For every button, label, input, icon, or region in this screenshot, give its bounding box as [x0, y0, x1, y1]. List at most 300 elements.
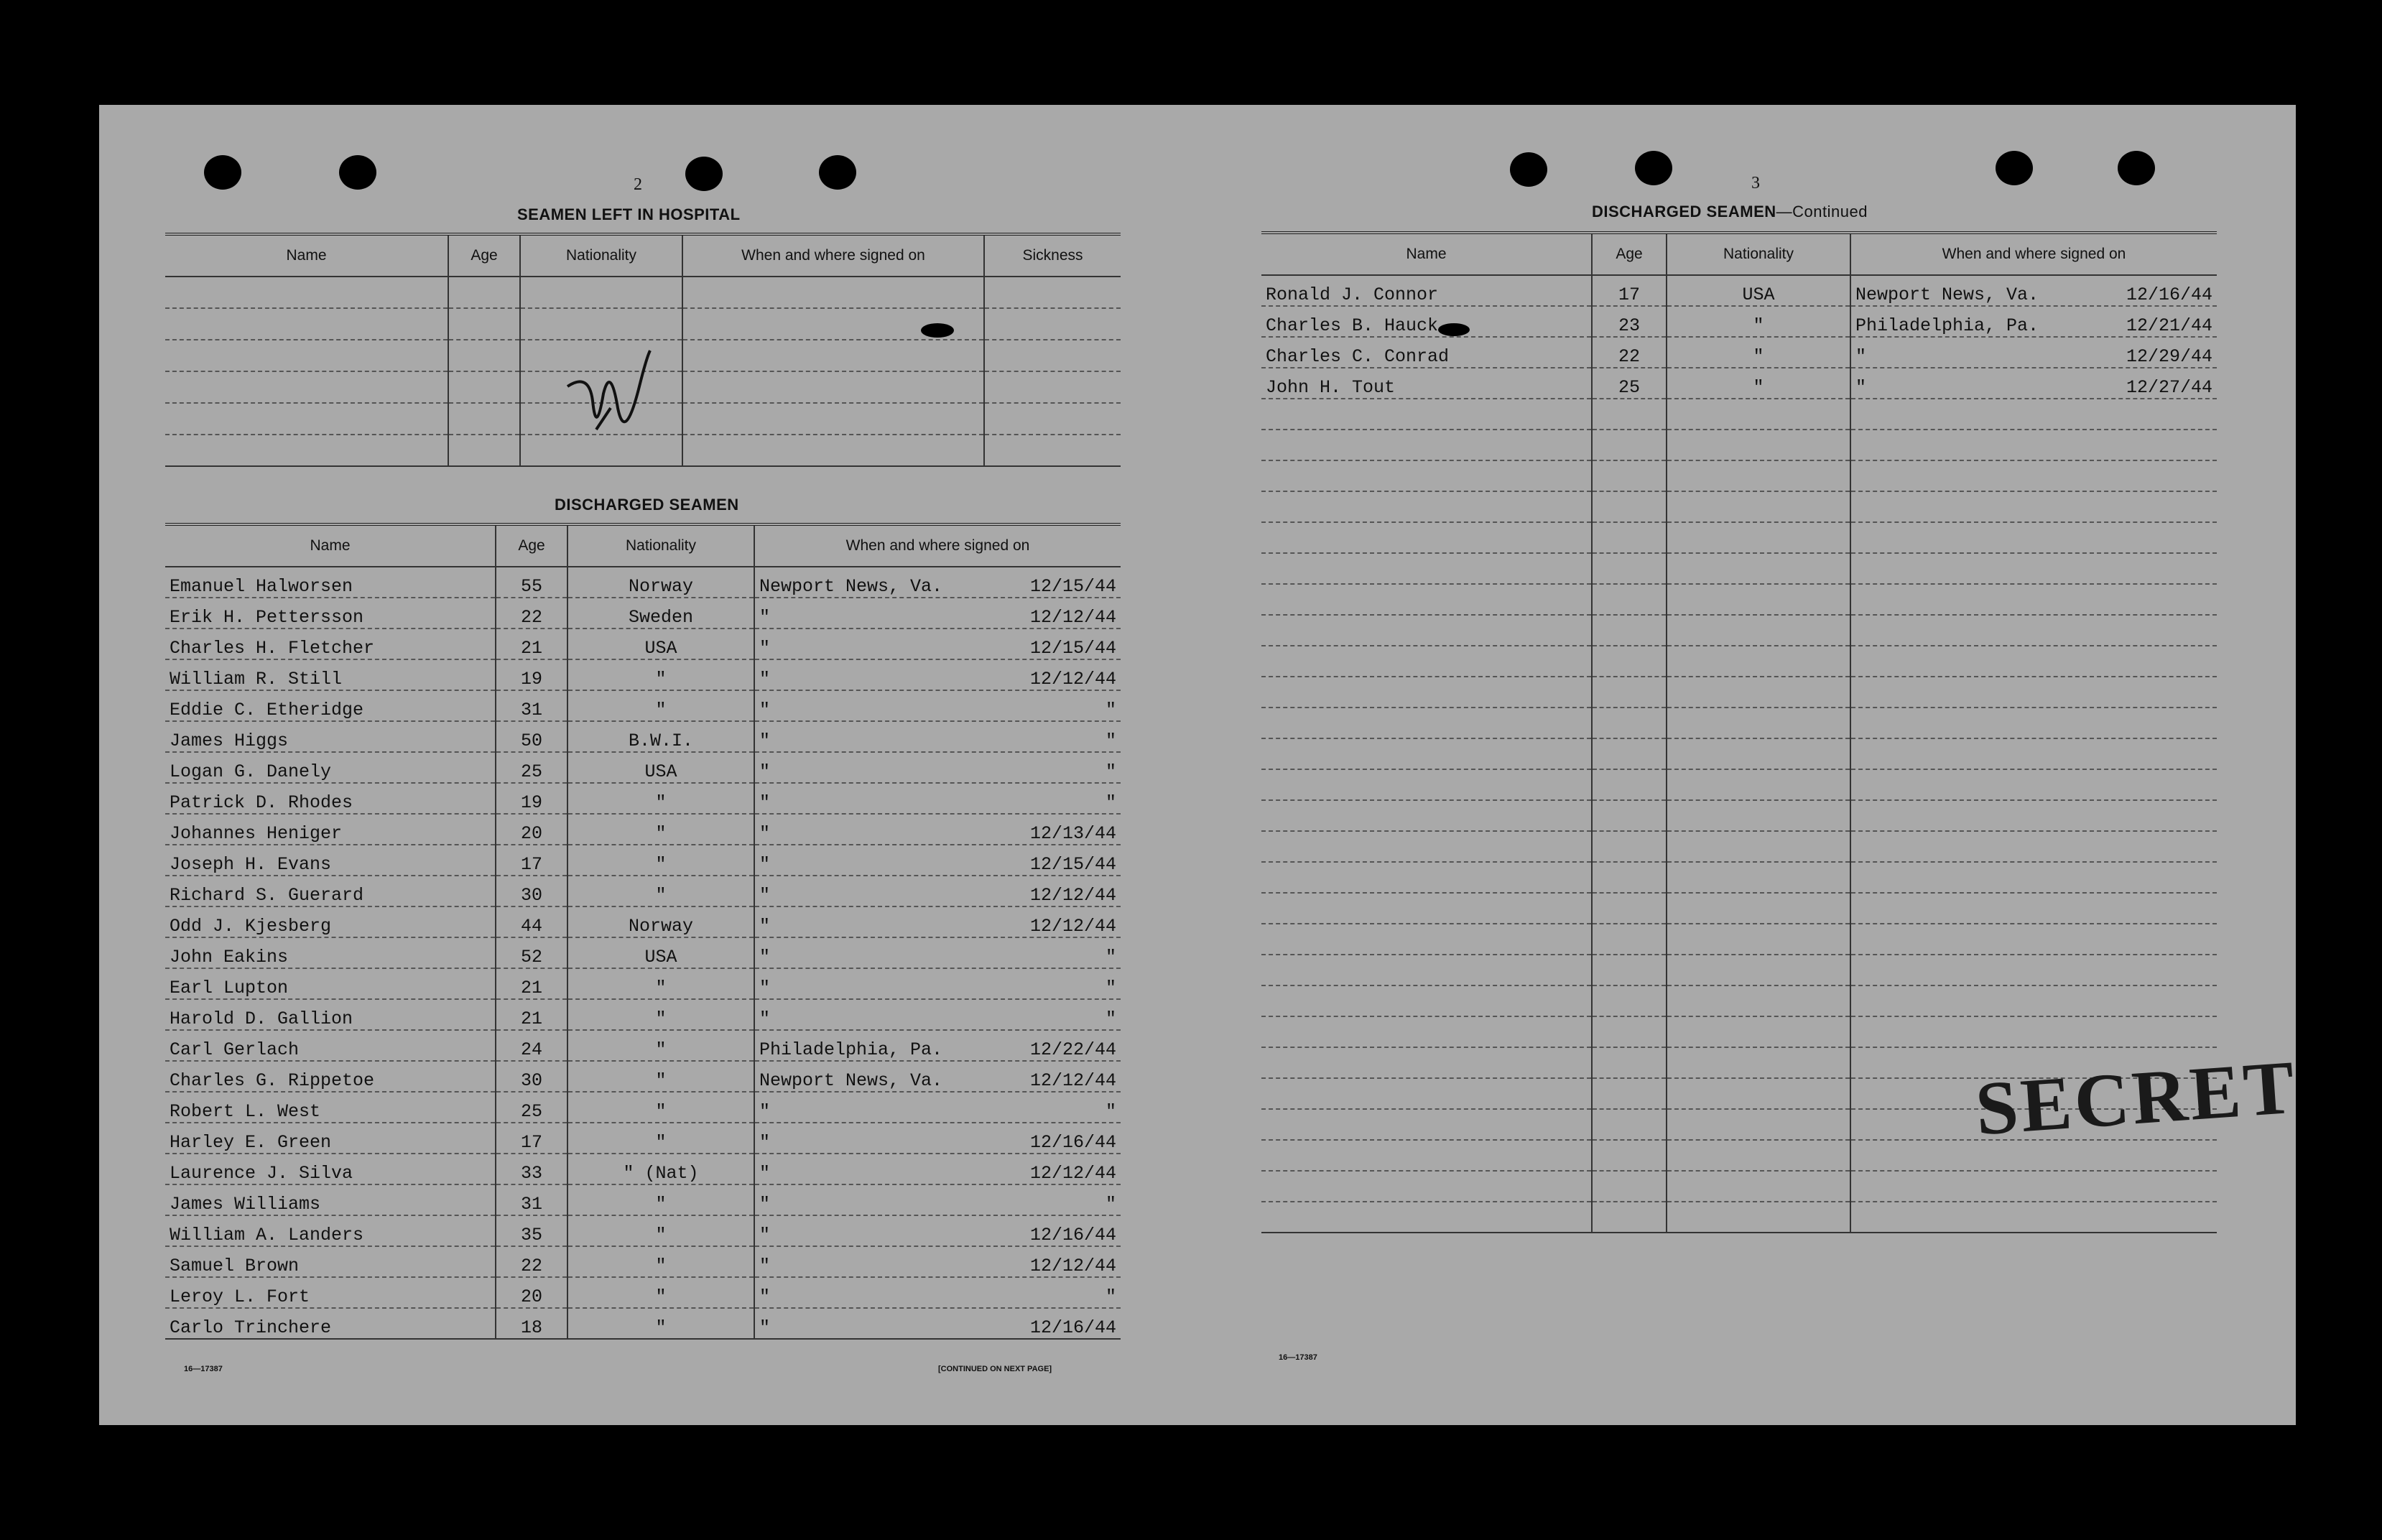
signed-on-date: 12/15/44 [1029, 854, 1116, 875]
empty-cell [1261, 800, 1592, 831]
table-row [165, 1184, 1121, 1215]
signed-on-date: 12/15/44 [1029, 576, 1116, 597]
column-header-signed-on: When and where signed on [1850, 233, 2217, 275]
empty-cell [1667, 399, 1850, 430]
empty-cell [984, 308, 1121, 340]
seaman-nationality: " [567, 1184, 754, 1215]
signed-on-group [759, 1225, 1116, 1246]
signed-on-place: " [1855, 346, 1867, 367]
seaman-age: 24 [496, 1030, 567, 1061]
seaman-nationality: " [1667, 368, 1850, 399]
empty-cell [682, 435, 984, 466]
empty-cell [448, 277, 520, 308]
signed-on-date: 12/22/44 [1029, 1039, 1116, 1060]
seaman-name: Ronald J. Connor [1261, 275, 1592, 306]
empty-cell [1592, 399, 1667, 430]
seaman-name: Harley E. Green [165, 1123, 496, 1154]
empty-cell [1850, 738, 2217, 769]
empty-cell [1261, 1078, 1592, 1109]
empty-cell [1667, 708, 1850, 738]
signed-on-group [759, 885, 1116, 906]
signed-on-place: " [759, 1008, 771, 1029]
seaman-age: 30 [496, 1061, 567, 1092]
empty-cell [1261, 985, 1592, 1016]
seaman-nationality: " [567, 1308, 754, 1339]
table-row [165, 721, 1121, 752]
seaman-name: John Eakins [165, 937, 496, 968]
empty-cell [682, 371, 984, 403]
signed-on-cell [754, 814, 1121, 845]
seaman-nationality: " [567, 783, 754, 814]
empty-cell [1667, 955, 1850, 985]
empty-cell [1592, 646, 1667, 677]
seaman-nationality: USA [567, 752, 754, 783]
table-row [165, 937, 1121, 968]
empty-cell [1261, 769, 1592, 800]
empty-cell [1850, 399, 2217, 430]
empty-cell [1850, 491, 2217, 522]
empty-cell [1850, 584, 2217, 615]
empty-cell [1592, 1016, 1667, 1047]
seaman-name: James Williams [165, 1184, 496, 1215]
empty-cell [1592, 460, 1667, 491]
table-row [165, 1215, 1121, 1246]
signed-on-date: 12/12/44 [1029, 669, 1116, 690]
empty-cell [1261, 924, 1592, 955]
signed-on-group [759, 607, 1116, 628]
signed-on-date: 12/16/44 [2126, 284, 2212, 305]
signed-on-group [759, 823, 1116, 844]
signed-on-date: " [1105, 1286, 1116, 1307]
seaman-nationality: " [567, 814, 754, 845]
seaman-nationality: " [567, 1246, 754, 1277]
signed-on-group [1855, 315, 2212, 336]
empty-cell [984, 371, 1121, 403]
empty-cell [1850, 460, 2217, 491]
seaman-nationality: " [567, 1277, 754, 1308]
punch-hole [339, 155, 376, 190]
signed-on-cell [754, 752, 1121, 783]
table-row [1261, 1202, 2217, 1233]
seaman-nationality: USA [567, 628, 754, 659]
signed-on-place: " [759, 947, 771, 968]
punch-hole [819, 155, 856, 190]
empty-cell [1261, 862, 1592, 893]
empty-cell [448, 435, 520, 466]
empty-cell [520, 277, 682, 308]
table-row [165, 277, 1121, 308]
signed-on-place: " [759, 1194, 771, 1215]
seaman-age: 30 [496, 876, 567, 906]
continued-note: [CONTINUED ON NEXT PAGE] [938, 1365, 1052, 1373]
hospital-section-title: SEAMEN LEFT IN HOSPITAL [517, 205, 741, 223]
signed-on-place: " [759, 885, 771, 906]
handwritten-initials [560, 343, 661, 451]
table-row [1261, 862, 2217, 893]
seaman-age: 22 [496, 598, 567, 628]
signed-on-date: " [1105, 1194, 1116, 1215]
seaman-name: William R. Still [165, 659, 496, 690]
seaman-age: 44 [496, 906, 567, 937]
seaman-age: 35 [496, 1215, 567, 1246]
column-header-sickness: Sickness [984, 234, 1121, 277]
signed-on-cell [754, 1154, 1121, 1184]
empty-cell [1592, 955, 1667, 985]
empty-cell [1261, 1171, 1592, 1202]
seaman-nationality: " [567, 659, 754, 690]
seaman-nationality: " [1667, 306, 1850, 337]
empty-cell [1592, 1202, 1667, 1233]
table-row [165, 1308, 1121, 1339]
table-row [165, 1154, 1121, 1184]
signed-on-date: 12/15/44 [1029, 638, 1116, 659]
seaman-nationality: USA [1667, 275, 1850, 306]
signed-on-place: " [759, 638, 771, 659]
signed-on-cell [754, 968, 1121, 999]
table-row [165, 1092, 1121, 1123]
seaman-nationality: Norway [567, 567, 754, 598]
punch-hole [1510, 152, 1547, 187]
seaman-age: 21 [496, 999, 567, 1030]
signed-on-date: 12/12/44 [1029, 885, 1116, 906]
signed-on-group [759, 1132, 1116, 1153]
seaman-nationality: " [567, 1215, 754, 1246]
seaman-nationality: " [567, 845, 754, 876]
seaman-name: Johannes Heniger [165, 814, 496, 845]
seaman-name: Charles G. Rippetoe [165, 1061, 496, 1092]
empty-cell [1592, 1078, 1667, 1109]
table-row [165, 1030, 1121, 1061]
empty-cell [1850, 553, 2217, 584]
signed-on-place: " [759, 1317, 771, 1338]
empty-cell [1850, 955, 2217, 985]
signed-on-cell [754, 1030, 1121, 1061]
table-row [1261, 368, 2217, 399]
column-header-name: Name [1261, 233, 1592, 275]
signed-on-date: 12/13/44 [1029, 823, 1116, 844]
seaman-name: Robert L. West [165, 1092, 496, 1123]
column-header-nationality: Nationality [1667, 233, 1850, 275]
signed-on-group [1855, 377, 2212, 398]
seaman-age: 55 [496, 567, 567, 598]
signed-on-place: " [759, 1286, 771, 1307]
empty-cell [1592, 1140, 1667, 1171]
signed-on-cell [754, 1308, 1121, 1339]
signed-on-date: 12/12/44 [1029, 916, 1116, 937]
table-row [165, 845, 1121, 876]
signed-on-cell [754, 567, 1121, 598]
seaman-name: Charles H. Fletcher [165, 628, 496, 659]
signed-on-date: " [1105, 1008, 1116, 1029]
table-row [1261, 553, 2217, 584]
signed-on-date: 12/16/44 [1029, 1225, 1116, 1246]
form-number-right: 16—17387 [1279, 1353, 1317, 1362]
empty-cell [165, 308, 448, 340]
signed-on-place: " [759, 1132, 771, 1153]
signed-on-cell [1850, 275, 2217, 306]
column-header-nationality: Nationality [567, 524, 754, 567]
seaman-age: 50 [496, 721, 567, 752]
empty-cell [1850, 800, 2217, 831]
table-row [1261, 615, 2217, 646]
empty-cell [1667, 1047, 1850, 1078]
seaman-age: 18 [496, 1308, 567, 1339]
seaman-name: Joseph H. Evans [165, 845, 496, 876]
signed-on-group [759, 1008, 1116, 1029]
seaman-age: 21 [496, 968, 567, 999]
seaman-age: 17 [496, 845, 567, 876]
table-row [165, 1061, 1121, 1092]
signed-on-date: " [1105, 1101, 1116, 1122]
punch-hole [2118, 151, 2155, 185]
signed-on-cell [754, 783, 1121, 814]
signed-on-date: 12/12/44 [1029, 1163, 1116, 1184]
signed-on-cell [754, 906, 1121, 937]
seaman-name: Carlo Trinchere [165, 1308, 496, 1339]
empty-cell [1850, 1016, 2217, 1047]
empty-cell [1667, 615, 1850, 646]
signed-on-place: " [759, 1163, 771, 1184]
discharged-section-title: DISCHARGED SEAMEN [555, 496, 739, 514]
empty-cell [1850, 862, 2217, 893]
signed-on-group [759, 730, 1116, 751]
empty-cell [1667, 460, 1850, 491]
seaman-name: Patrick D. Rhodes [165, 783, 496, 814]
signed-on-group [759, 1286, 1116, 1307]
signed-on-cell [754, 999, 1121, 1030]
signed-on-cell [754, 598, 1121, 628]
table-row [1261, 893, 2217, 924]
seaman-name: Leroy L. Fort [165, 1277, 496, 1308]
table-row [1261, 584, 2217, 615]
empty-cell [1592, 985, 1667, 1016]
empty-cell [1261, 460, 1592, 491]
empty-cell [1261, 708, 1592, 738]
signed-on-cell [754, 937, 1121, 968]
seaman-name: Charles B. Hauck [1261, 306, 1592, 337]
table-row [165, 628, 1121, 659]
seaman-nationality: " [1667, 337, 1850, 368]
table-row [1261, 738, 2217, 769]
table-row [165, 814, 1121, 845]
empty-cell [1667, 1016, 1850, 1047]
seaman-name: John H. Tout [1261, 368, 1592, 399]
seaman-age: 25 [496, 1092, 567, 1123]
empty-cell [1667, 491, 1850, 522]
empty-cell [1667, 893, 1850, 924]
empty-cell [1261, 893, 1592, 924]
empty-cell [984, 277, 1121, 308]
signed-on-group [759, 854, 1116, 875]
empty-cell [1667, 924, 1850, 955]
signed-on-date: 12/12/44 [1029, 1070, 1116, 1091]
empty-cell [1592, 1047, 1667, 1078]
signed-on-group [759, 978, 1116, 998]
seaman-age: 17 [496, 1123, 567, 1154]
seaman-age: 23 [1592, 306, 1667, 337]
table-row [1261, 800, 2217, 831]
empty-cell [520, 308, 682, 340]
signed-on-date: " [1105, 947, 1116, 968]
seaman-age: 20 [496, 814, 567, 845]
signed-on-group [759, 638, 1116, 659]
table-row [165, 752, 1121, 783]
seaman-age: 17 [1592, 275, 1667, 306]
signed-on-cell [754, 1246, 1121, 1277]
table-row [1261, 399, 2217, 430]
table-row [1261, 1016, 2217, 1047]
empty-cell [1667, 430, 1850, 460]
signed-on-date: " [1105, 978, 1116, 998]
empty-cell [1850, 1202, 2217, 1233]
seaman-name: James Higgs [165, 721, 496, 752]
table-row [165, 567, 1121, 598]
empty-cell [984, 403, 1121, 435]
empty-cell [1592, 522, 1667, 553]
signed-on-group [759, 576, 1116, 597]
seaman-name: Eddie C. Etheridge [165, 690, 496, 721]
empty-cell [1667, 584, 1850, 615]
column-header-signed-on: When and where signed on [754, 524, 1121, 567]
empty-cell [1667, 1202, 1850, 1233]
empty-cell [1667, 800, 1850, 831]
signed-on-place: " [759, 916, 771, 937]
continued-section-title [1592, 203, 1868, 221]
empty-cell [1667, 985, 1850, 1016]
signed-on-group [1855, 346, 2212, 367]
empty-cell [1261, 1016, 1592, 1047]
seaman-name: Erik H. Pettersson [165, 598, 496, 628]
empty-cell [1667, 738, 1850, 769]
signed-on-cell [754, 845, 1121, 876]
seaman-name: William A. Landers [165, 1215, 496, 1246]
signed-on-cell [1850, 337, 2217, 368]
seaman-name: Harold D. Gallion [165, 999, 496, 1030]
table-row [1261, 460, 2217, 491]
seaman-age: 19 [496, 659, 567, 690]
seaman-nationality: " [567, 1030, 754, 1061]
signed-on-cell [754, 1092, 1121, 1123]
seaman-nationality: " [567, 999, 754, 1030]
empty-cell [1261, 1047, 1592, 1078]
seaman-nationality: " [567, 1061, 754, 1092]
empty-cell [448, 340, 520, 371]
empty-cell [1261, 430, 1592, 460]
seaman-nationality: " [567, 968, 754, 999]
signed-on-date: 12/27/44 [2126, 377, 2212, 398]
column-header-signed-on: When and where signed on [682, 234, 984, 277]
empty-cell [448, 308, 520, 340]
signed-on-group [759, 916, 1116, 937]
empty-cell [1667, 677, 1850, 708]
table-row [165, 690, 1121, 721]
signed-on-group [759, 1256, 1116, 1276]
signed-on-cell [1850, 368, 2217, 399]
page-number-left: 2 [634, 175, 642, 194]
empty-cell [1850, 430, 2217, 460]
seaman-age: 31 [496, 690, 567, 721]
table-row [1261, 430, 2217, 460]
seaman-nationality: USA [567, 937, 754, 968]
ink-blot [921, 323, 954, 338]
empty-cell [1850, 1171, 2217, 1202]
signed-on-date: " [1105, 700, 1116, 720]
empty-cell [165, 371, 448, 403]
signed-on-group [759, 1039, 1116, 1060]
empty-cell [1261, 399, 1592, 430]
seaman-nationality: B.W.I. [567, 721, 754, 752]
signed-on-group [759, 947, 1116, 968]
empty-cell [1592, 553, 1667, 584]
discharged-table [165, 523, 1121, 1340]
empty-cell [1667, 1171, 1850, 1202]
table-row [165, 783, 1121, 814]
empty-cell [1261, 738, 1592, 769]
column-header-age: Age [448, 234, 520, 277]
empty-cell [1592, 893, 1667, 924]
seaman-name: Richard S. Guerard [165, 876, 496, 906]
table-row [1261, 491, 2217, 522]
signed-on-cell [754, 628, 1121, 659]
empty-cell [1261, 615, 1592, 646]
table-row [1261, 769, 2217, 800]
seaman-nationality: Sweden [567, 598, 754, 628]
empty-cell [1850, 646, 2217, 677]
seaman-name: Laurence J. Silva [165, 1154, 496, 1184]
empty-cell [1261, 831, 1592, 862]
empty-cell [165, 277, 448, 308]
page-number-right: 3 [1751, 174, 1760, 192]
empty-cell [1850, 985, 2217, 1016]
table-row [165, 598, 1121, 628]
seaman-nationality: " [567, 690, 754, 721]
seaman-age: 22 [1592, 337, 1667, 368]
signed-on-place: Philadelphia, Pa. [759, 1039, 943, 1060]
empty-cell [1667, 1140, 1850, 1171]
table-row [1261, 677, 2217, 708]
signed-on-date: 12/21/44 [2126, 315, 2212, 336]
table-row [1261, 708, 2217, 738]
signed-on-group [759, 1101, 1116, 1122]
table-row [1261, 831, 2217, 862]
empty-cell [165, 435, 448, 466]
empty-cell [1592, 615, 1667, 646]
seaman-age: 25 [496, 752, 567, 783]
table-row [1261, 955, 2217, 985]
table-row [1261, 646, 2217, 677]
empty-cell [1667, 862, 1850, 893]
signed-on-place: Newport News, Va. [759, 576, 943, 597]
signed-on-cell [754, 1184, 1121, 1215]
punch-hole [204, 155, 241, 190]
signed-on-cell [754, 1277, 1121, 1308]
signed-on-place: " [759, 823, 771, 844]
empty-cell [1592, 924, 1667, 955]
signed-on-date: " [1105, 792, 1116, 813]
seaman-age: 25 [1592, 368, 1667, 399]
seaman-age: 19 [496, 783, 567, 814]
seaman-age: 22 [496, 1246, 567, 1277]
signed-on-place: " [759, 792, 771, 813]
signed-on-group [759, 1317, 1116, 1338]
empty-cell [165, 403, 448, 435]
seaman-name: Samuel Brown [165, 1246, 496, 1277]
empty-cell [1850, 615, 2217, 646]
table-row [165, 1123, 1121, 1154]
empty-cell [1261, 677, 1592, 708]
table-row [1261, 522, 2217, 553]
table-row [165, 308, 1121, 340]
